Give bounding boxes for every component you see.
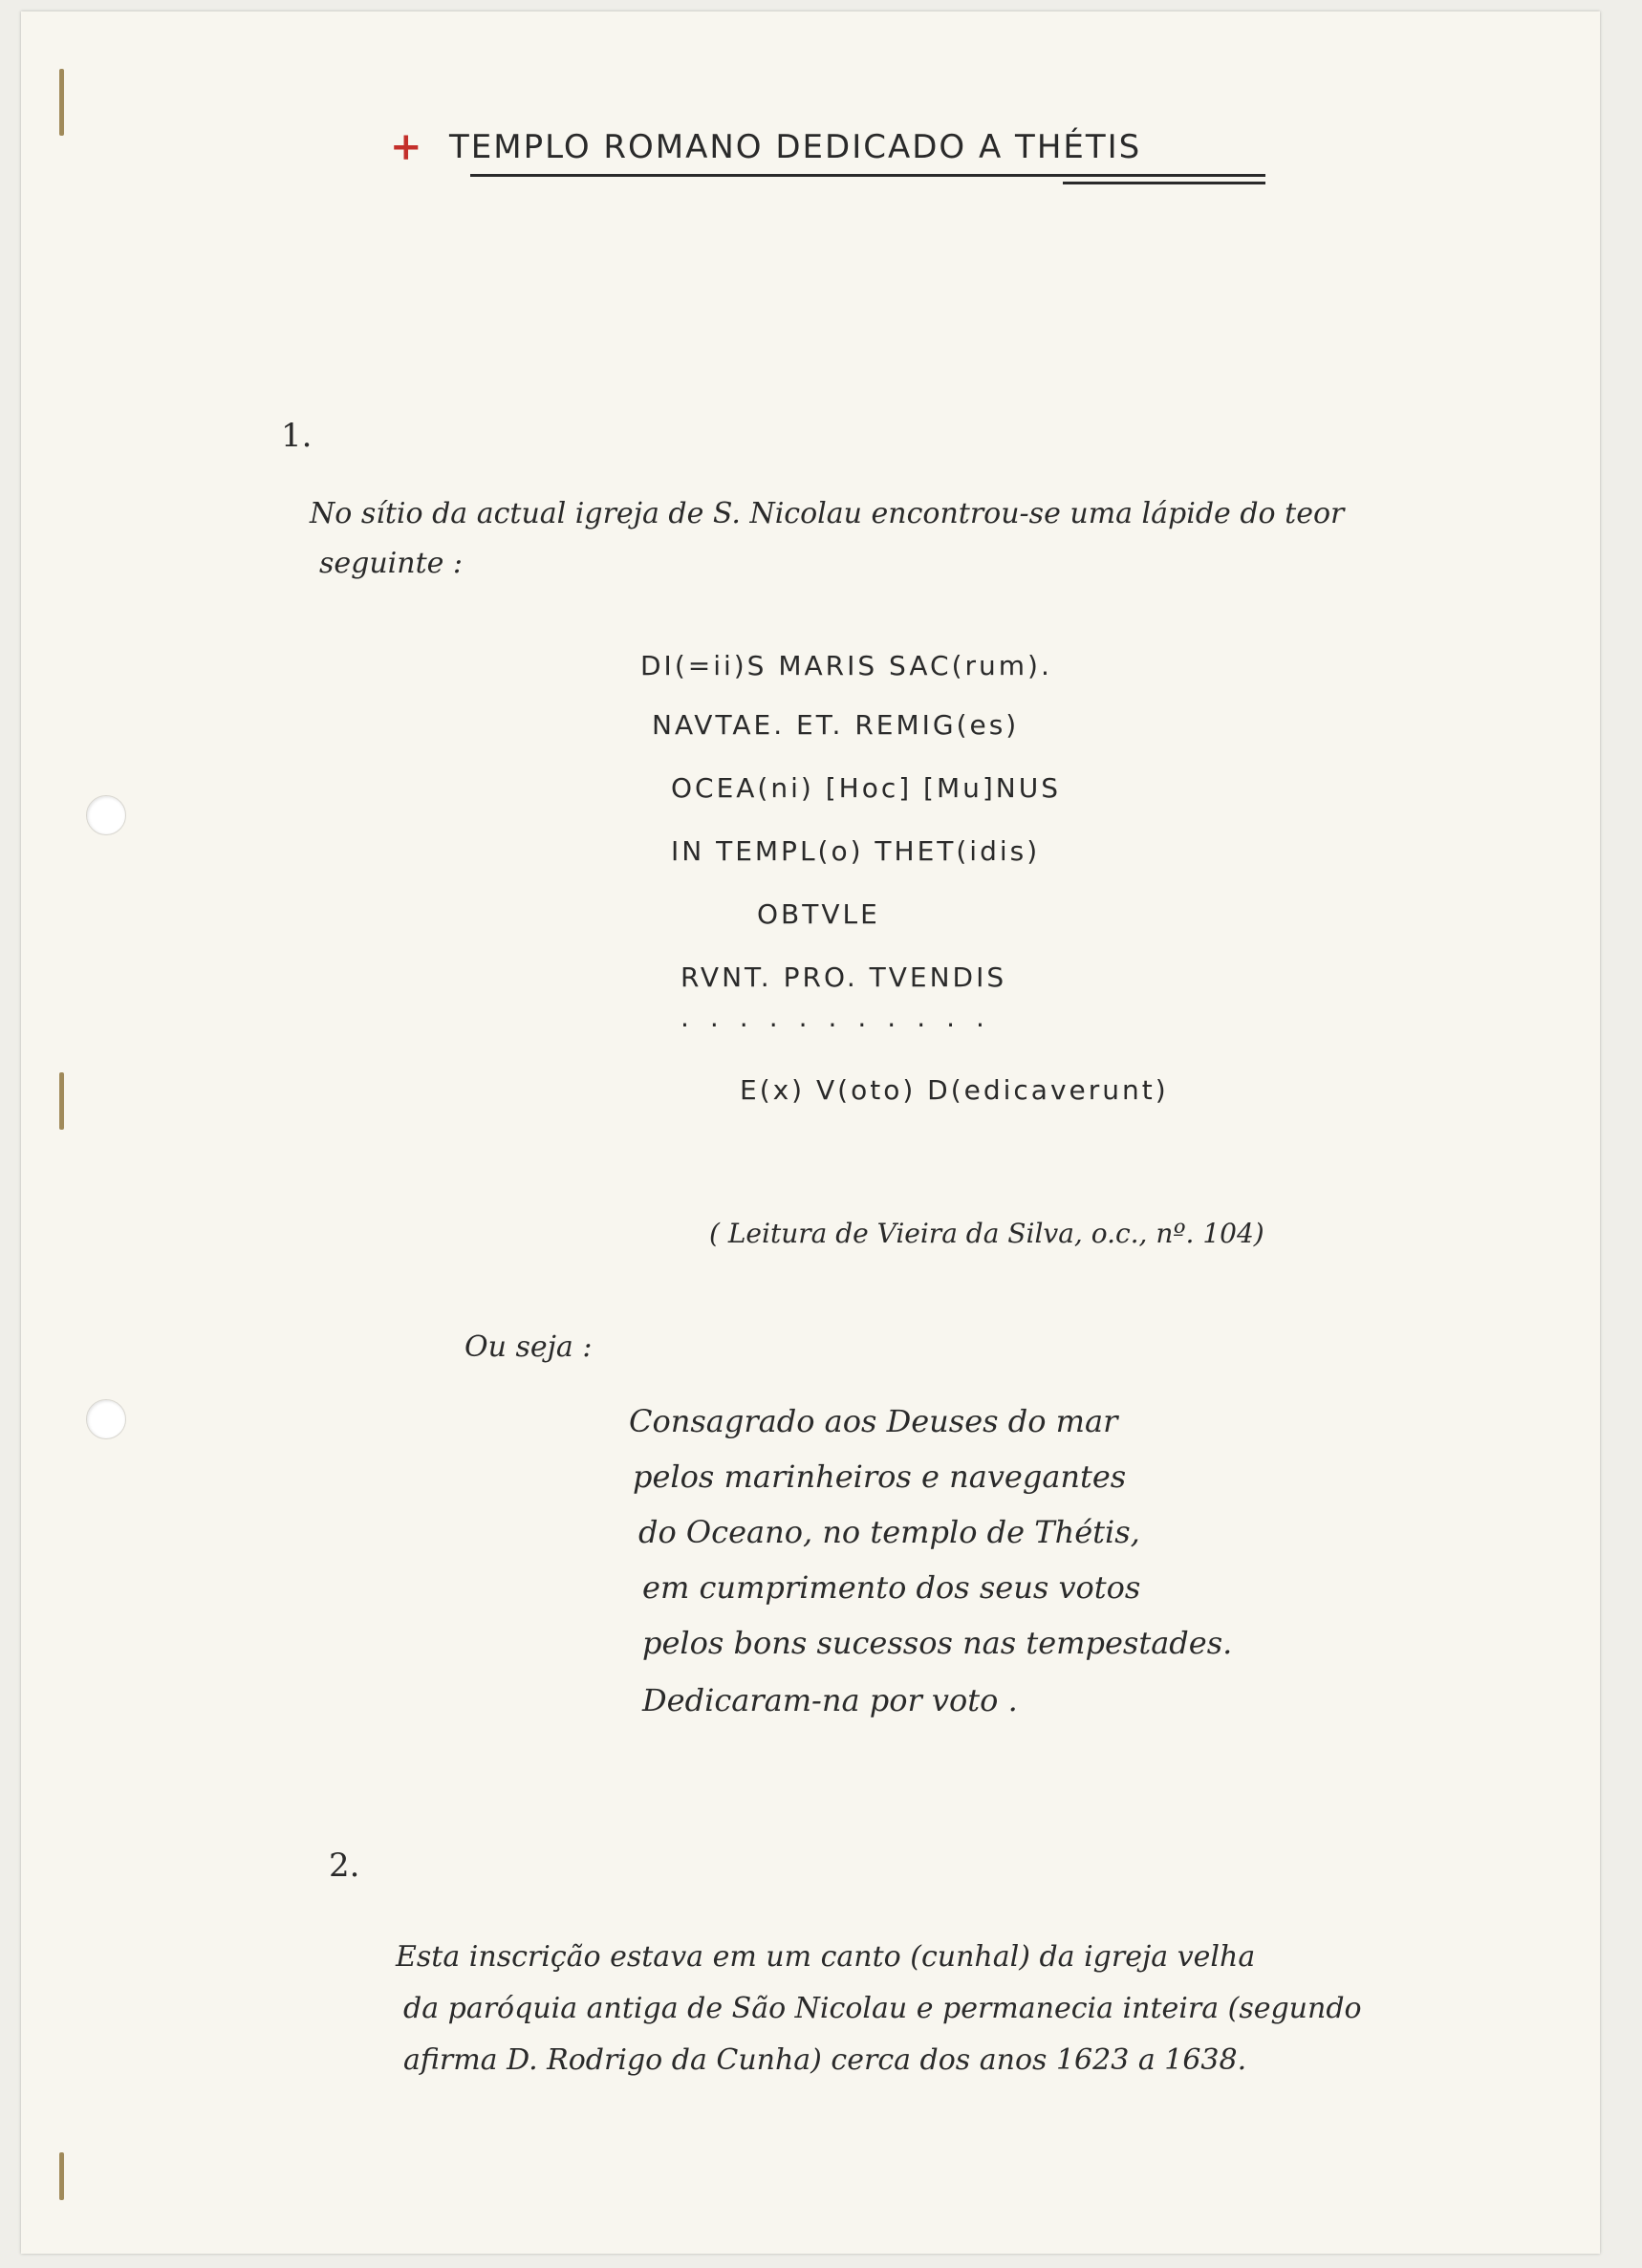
- binding-mark: [59, 1072, 64, 1130]
- page-title: TEMPLO ROMANO DEDICADO A THÉTIS: [449, 128, 1142, 166]
- translation-line: pelos marinheiros e navegantes: [633, 1458, 1127, 1495]
- red-cross-mark: +: [390, 124, 422, 169]
- paper-sheet: [21, 11, 1600, 2254]
- inscription-line: OCEA(ni) [Hoc] [Mu]NUS: [671, 772, 1062, 804]
- translation-line: Dedicaram-na por voto .: [642, 1682, 1018, 1718]
- reading-citation: ( Leitura de Vieira da Silva, o.c., nº. 104): [709, 1218, 1264, 1249]
- inscription-line: IN TEMPL(o) THET(idis): [671, 835, 1041, 867]
- inscription-line: OBTVLE: [757, 898, 880, 930]
- inscription-line: E(x) V(oto) D(edicaverunt): [740, 1074, 1169, 1106]
- translation-line: pelos bons sucessos nas tempestades.: [642, 1625, 1233, 1661]
- section2-line: afirma D. Rodrigo da Cunha) cerca dos anos 1623 a 1638.: [403, 2043, 1247, 2077]
- title-double-underline: [1063, 182, 1265, 184]
- section-number-1: 1.: [281, 417, 313, 455]
- intro-line-2: seguinte :: [319, 547, 464, 580]
- inscription-dots: ...........: [681, 1002, 1005, 1033]
- translation-line: Consagrado aos Deuses do mar: [629, 1403, 1118, 1439]
- translation-line: em cumprimento dos seus votos: [642, 1569, 1141, 1606]
- title-underline: [470, 174, 1265, 177]
- section2-line: Esta inscrição estava em um canto (cunhal) da igreja velha: [396, 1940, 1256, 1974]
- inscription-line: NAVTAE. ET. REMIG(es): [652, 709, 1020, 741]
- intro-line-1: No sítio da actual igreja de S. Nicolau encontrou-se uma lápide do teor: [310, 497, 1345, 530]
- section-number-2: 2.: [329, 1847, 360, 1885]
- inscription-line: RVNT. PRO. TVENDIS: [681, 961, 1007, 993]
- punch-hole-top: [86, 795, 126, 835]
- translation-line: do Oceano, no templo de Thétis,: [638, 1514, 1140, 1550]
- section2-line: da paróquia antiga de São Nicolau e permanecia inteira (segundo: [403, 1992, 1362, 2025]
- ou-seja-label: Ou seja :: [465, 1330, 593, 1364]
- binding-mark: [59, 69, 64, 136]
- binding-mark: [59, 2152, 64, 2200]
- punch-hole-bottom: [86, 1399, 126, 1439]
- inscription-line: DI(=ii)S MARIS SAC(rum).: [640, 650, 1052, 681]
